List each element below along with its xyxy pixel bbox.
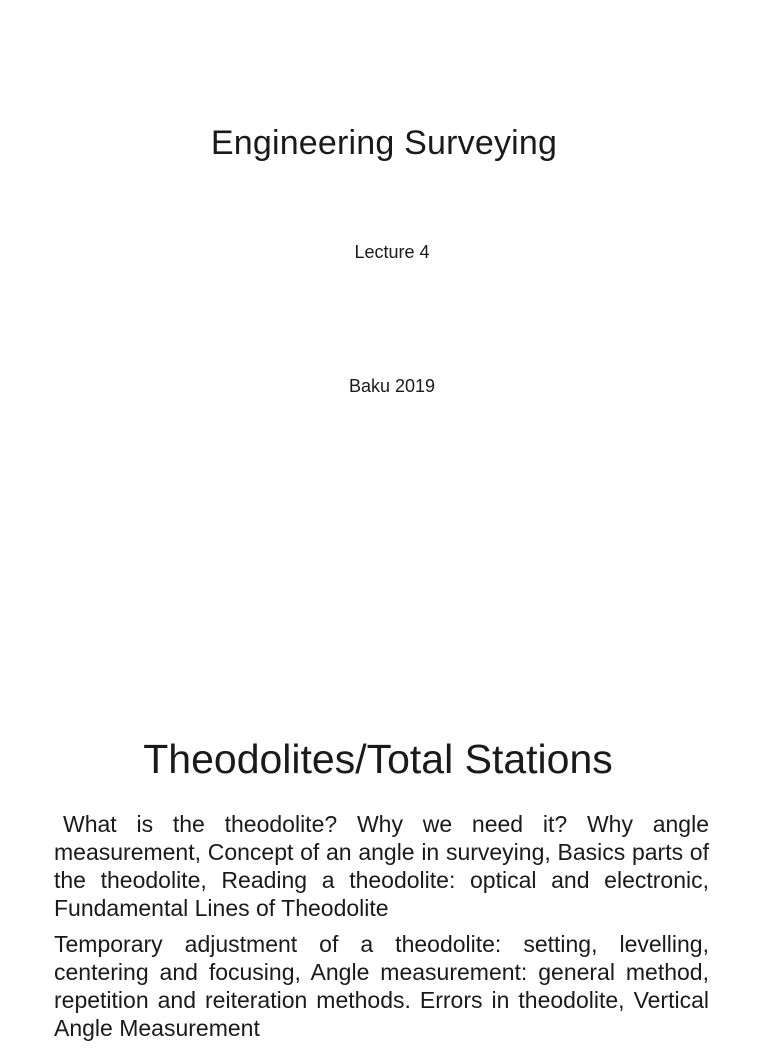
paragraph-intro: What is the theodolite? Why we need it? Why angle measurement, Concept of an angle in surveying, Basics parts of the theodolite, Reading a theodolite: optical and electronic, Fundamental Lines of Theodolite — [54, 811, 709, 921]
slide-body — [54, 810, 709, 1050]
slide-title: Theodolites/Total Stations — [143, 736, 613, 782]
lecture-label: Lecture 4 — [354, 242, 430, 262]
presentation-title: Engineering Surveying — [210, 124, 558, 162]
content-slide — [0, 700, 768, 1041]
place-year-label: Baku 2019 — [348, 376, 436, 396]
paragraph-adjustment: Temporary adjustment of a theodolite: setting, levelling, centering and focusing, Angle measurement: general method, repetition and reiteration methods. Errors in theodolite, Vertical Angle Measurement — [54, 931, 709, 1041]
